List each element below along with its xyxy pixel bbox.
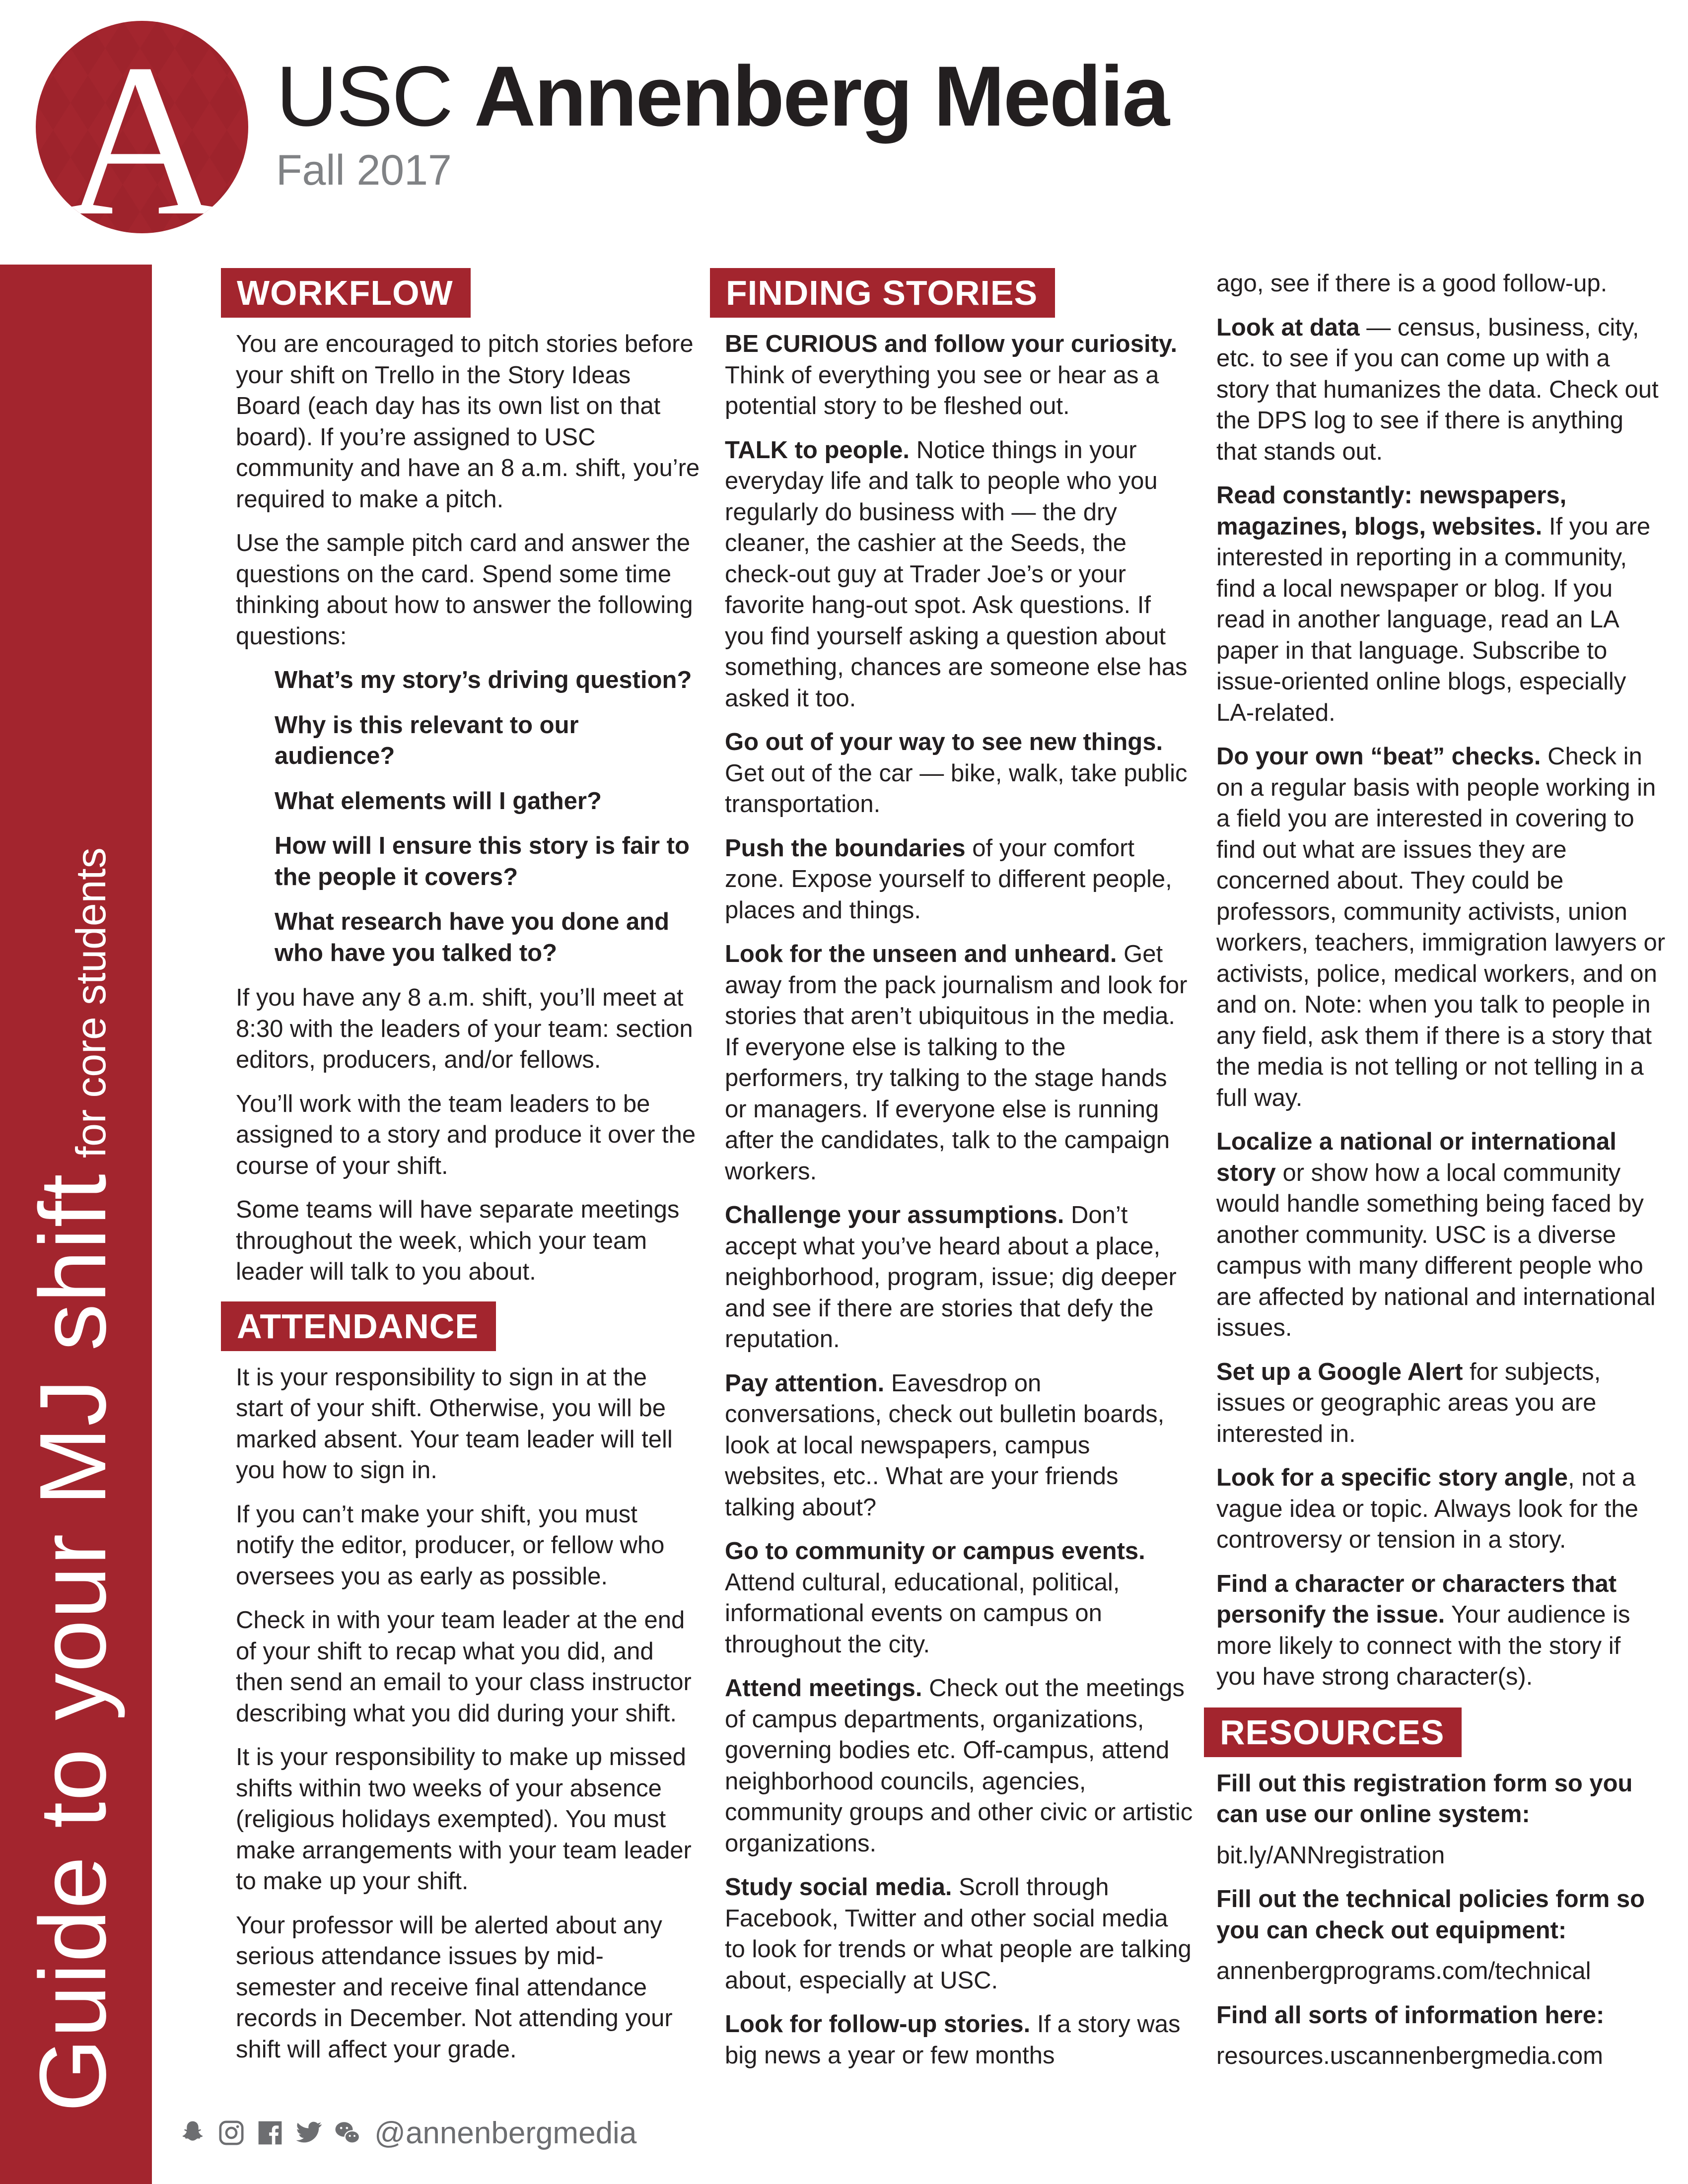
attendance-paragraph: It is your responsibility to sign in at the start of your shift. Otherwise, you will be marked absent. Your team leader will tell you how to sign in. [236,1364,673,1484]
logo-pattern [36,21,248,233]
finding-stories-tip-text: ago, see if there is a good follow-up. [1216,270,1608,297]
finding-stories-tip-lead: Set up a Google Alert [1216,1358,1463,1385]
pitch-question: What’s my story’s driving question? [275,667,692,693]
resources-heading: RESOURCES [1204,1707,1462,1757]
column-finding-stories [710,268,1194,2084]
finding-stories-heading: FINDING STORIES [710,268,1055,318]
resource-label: Fill out the technical policies form so you can check out equipment: [1216,1886,1645,1944]
resource-link[interactable]: bit.ly/ANNregistration [1216,1842,1445,1869]
finding-stories-tip-text: Scroll through Facebook, Twitter and other social media to look for trends or what people are talking about, especially at USC. [725,1874,1192,1994]
attendance-paragraph: If you can’t make your shift, you must notify the editor, producer, or fellow who oversees you as early as possible. [236,1501,665,1590]
finding-stories-tip-text: Check in on a regular basis with people working in a field you are interested in covering to find out what are issues they are concerned about. They could be professors, community activists, union workers, teachers, immigration lawyers or activists, police, medical workers, and on and on. Note: when you talk to people in any field, ask them if there is a story that the media is not telling or not telling in a full way. [1216,743,1666,1111]
finding-stories-tip-lead: Study social media. [725,1874,952,1901]
attendance-paragraph: Check in with your team leader at the end of your shift to recap what you did, and then send an email to your class instructor describing what you did during your shift. [236,1607,692,1727]
finding-stories-tip-text: Think of everything you see or hear as a potential story to be fleshed out. [725,361,1159,419]
finding-stories-tip-lead: Look for follow-up stories. [725,2011,1031,2038]
twitter-icon[interactable] [295,2119,323,2147]
finding-stories-tip [1216,480,1666,728]
finding-stories-tip [1216,1462,1666,1556]
resource-label: Find all sorts of information here: [1216,2001,1605,2029]
finding-stories-tip-text: Check out the meetings of campus departments, organizations, governing bodies etc. Off-campus, attend neighborhood councils, agencies, community groups and other civic or artistic organizations. [725,1675,1193,1857]
finding-stories-tip-lead: Look at data [1216,314,1360,341]
finding-stories-tip-text: , not a vague idea or topic. Always look for the controversy or tension in a story. [1216,1464,1638,1553]
pitch-question: What elements will I gather? [275,787,602,815]
semester-label: Fall 2017 [276,146,452,194]
column-workflow-attendance [221,268,700,2078]
social-handle[interactable]: @annenbergmedia [374,2116,637,2150]
finding-stories-tip [725,1368,1194,1523]
finding-stories-tip-lead: Challenge your assumptions. [725,1202,1064,1228]
page-title [276,49,1168,144]
pitch-question: How will I ensure this story is fair to the people it covers? [275,832,690,890]
workflow-paragraph: Use the sample pitch card and answer the questions on the card. Spend some time thinking about how to answer the following questions: [236,530,693,650]
finding-stories-tip-text: Attend cultural, educational, political, informational events on campus on throughout the city. [725,1569,1120,1658]
resource-link[interactable]: resources.uscannenbergmedia.com [1216,2043,1603,2069]
guide-subtitle: for core students [68,847,114,1159]
finding-stories-tip [725,435,1194,714]
finding-stories-tip-lead: Read constantly: newspapers, magazines, blogs, websites. [1216,482,1567,540]
finding-stories-tip [725,1872,1194,1996]
finding-stories-tip-text: Get away from the pack journalism and look for stories that aren’t ubiquitous in the media. If everyone else is talking to the performers, try talking to the stage hands or managers. If everyone else is running after the candidates, talk to the campaign workers. [725,941,1188,1185]
finding-stories-tip-lead: Look for a specific story angle [1216,1464,1568,1491]
finding-stories-tip-lead: Find a character or characters that personify the issue. [1216,1570,1617,1628]
finding-stories-tip [725,1673,1194,1859]
column-finding-stories-continued [1204,268,1666,2085]
finding-stories-tip-text: for subjects, issues or geographic areas you are interested in. [1216,1358,1601,1447]
attendance-paragraph: It is your responsibility to make up missed shifts within two weeks of your absence (religious holidays exempted). You must make arrangements with your team leader to make up your shift. [236,1744,692,1895]
attendance-heading: ATTENDANCE [221,1301,496,1351]
resource-link[interactable]: annenbergprograms.com/technical [1216,1958,1591,1984]
workflow-paragraph: Some teams will have separate meetings throughout the week, which your team leader will talk to you about. [236,1196,680,1285]
finding-stories-tip [1216,1126,1666,1344]
workflow-paragraph: If you have any 8 a.m. shift, you’ll meet at 8:30 with the leaders of your team: section editors, producers, and/or fellows. [236,984,693,1073]
attendance-paragraph: Your professor will be alerted about any serious attendance issues by mid-semester and receive final attendance records in December. Not attending your shift will affect your grade. [236,1911,673,2063]
workflow-heading: WORKFLOW [221,268,471,318]
finding-stories-tip-text: If a story was big news a year or few months [725,2011,1181,2069]
pitch-question: Why is this relevant to our audience? [275,711,579,769]
sidebar-vertical-title [19,847,127,2112]
social-links [179,2116,636,2150]
finding-stories-tip [1216,268,1666,299]
workflow-paragraph: You are encouraged to pitch stories before your shift on Trello in the Story Ideas Board (each day has its own list on that board). If you’re assigned to USC community and have an 8 a.m. shift, you’re required to make a pitch. [236,331,700,513]
pitch-question: What research have you done and who have you talked to? [275,908,670,966]
finding-stories-tip [725,727,1194,820]
finding-stories-tip [1216,312,1666,468]
finding-stories-tip [725,939,1194,1187]
finding-stories-tip [1216,1569,1666,1693]
logo-letter: A [63,21,221,233]
guide-title: Guide to your MJ shift [20,1173,126,2112]
snapchat-icon[interactable] [179,2119,207,2147]
finding-stories-tip-lead: Push the boundaries [725,834,966,862]
finding-stories-tip-text: or show how a local community would handle something being faced by another community. USC is a diverse campus with many different people who are affected by national and international issues. [1216,1159,1656,1341]
finding-stories-tip-lead: Attend meetings. [725,1675,922,1702]
facebook-icon[interactable] [256,2119,284,2147]
workflow-paragraph: You’ll work with the team leaders to be assigned to a story and produce it over the course of your shift. [236,1090,696,1179]
finding-stories-tip-text: Notice things in your everyday life and talk to people who you regularly do business with — the dry cleaner, the cashier at the Seeds, the check-out guy at Trader Joe’s or your favorite hang-out spot. Ask questions. If you find yourself asking a question about something, chances are someone else has asked it too. [725,436,1188,712]
annenberg-logo [36,21,248,233]
finding-stories-tip [725,2009,1194,2071]
title-usc: USC [276,49,452,144]
resource-label: Fill out this registration form so you can use our online system: [1216,1770,1633,1828]
instagram-icon[interactable] [217,2119,245,2147]
finding-stories-tip-text: of your comfort zone. Expose yourself to different people, places and things. [725,834,1172,924]
finding-stories-tip-text: If you are interested in reporting in a community, find a local newspaper or blog. If you read in another language, read an LA paper in that language. Subscribe to issue-oriented online blogs, especially LA-related. [1216,513,1651,726]
finding-stories-tip [1216,741,1666,1113]
finding-stories-tip-lead: Pay attention. [725,1369,885,1397]
finding-stories-tip [725,833,1194,926]
finding-stories-tip-lead: Look for the unseen and unheard. [725,941,1117,967]
finding-stories-tip-text: — census, business, city, etc. to see if you can come up with a story that humanizes the data. Check out the DPS log to see if there is anything that stands out. [1216,314,1659,465]
finding-stories-tip-text: Eavesdrop on conversations, check out bulletin boards, look at local newspapers, campus websites, etc.. What are your friends talking about? [725,1369,1165,1521]
wechat-icon[interactable] [334,2119,361,2147]
finding-stories-tip-text: Your audience is more likely to connect with the story if you have strong character(s). [1216,1601,1630,1690]
finding-stories-tip [725,1200,1194,1355]
finding-stories-tip-lead: TALK to people. [725,436,910,464]
finding-stories-tip-lead: Do your own “beat” checks. [1216,743,1541,770]
finding-stories-tip-lead: Go out of your way to see new things. [725,729,1163,755]
finding-stories-tip [725,1536,1194,1660]
finding-stories-tip-lead: Localize a national or international story [1216,1128,1617,1186]
finding-stories-tip-lead: BE CURIOUS and follow your curiosity. [725,331,1178,357]
finding-stories-tip [1216,1357,1666,1450]
finding-stories-tip-text: Get out of the car — bike, walk, take public transportation. [725,759,1188,818]
finding-stories-tip-lead: Go to community or campus events. [725,1538,1145,1565]
title-annenberg-media: Annenberg Media [474,49,1168,144]
finding-stories-tip-text: Don’t accept what you’ve heard about a place, neighborhood, program, issue; dig deeper and see if there are stories that defy the reputation. [725,1202,1177,1353]
finding-stories-tip [725,329,1194,422]
